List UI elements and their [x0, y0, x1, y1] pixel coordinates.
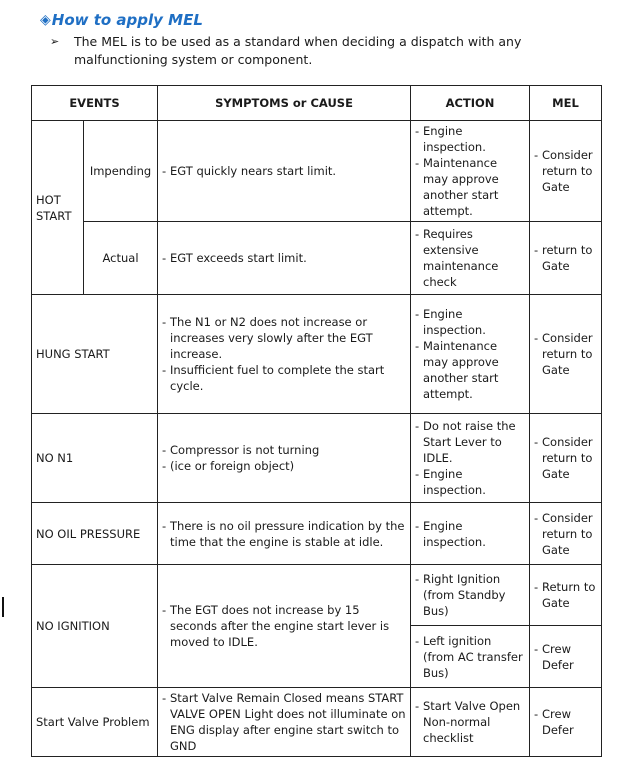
list-item: - Requires extensive maintenance check	[415, 226, 525, 290]
mel-cell	[530, 688, 602, 757]
list-item: - Start Valve Remain Closed means START VALVE OPEN Light does not illuminate on ENG display after engine start switch to GND	[162, 690, 406, 754]
section-heading	[40, 11, 203, 29]
header-events: EVENTS	[32, 86, 158, 121]
action-cell	[411, 688, 530, 757]
action-cell	[411, 626, 530, 688]
header-action: ACTION	[411, 86, 530, 121]
list-item: - The N1 or N2 does not increase or increases very slowly after the EGT increase.	[162, 314, 406, 362]
mel-cell	[530, 503, 602, 565]
list-item: - Engine inspection.	[415, 306, 525, 338]
diamond-icon: ◈	[40, 12, 51, 28]
mel-cell	[530, 295, 602, 414]
action-cell	[411, 503, 530, 565]
list-item: - Insufficient fuel to complete the start cycle.	[162, 362, 406, 394]
list-item: - Consider return to Gate	[534, 330, 597, 378]
mel-table	[31, 85, 602, 757]
event-no-n1: NO N1	[32, 414, 158, 503]
action-cell	[411, 414, 530, 503]
event-no-ignition: NO IGNITION	[32, 565, 158, 688]
arrow-bullet-icon: ➢	[50, 35, 60, 48]
list-item: - Compressor is not turning	[162, 442, 406, 458]
list-item: - Start Valve Open Non-normal checklist	[415, 698, 525, 746]
list-item: - Crew Defer	[534, 706, 597, 738]
action-cell	[411, 121, 530, 222]
list-item: - Consider return to Gate	[534, 147, 597, 195]
list-item: - There is no oil pressure indication by the time that the engine is stable at idle.	[162, 518, 406, 550]
list-item: - The EGT does not increase by 15 seconds after the engine start lever is moved to IDLE.	[162, 602, 406, 650]
mel-cell	[530, 626, 602, 688]
list-item: - (ice or foreign object)	[162, 458, 406, 474]
header-symptoms: SYMPTOMS or CAUSE	[158, 86, 411, 121]
list-item: - Consider return to Gate	[534, 434, 597, 482]
list-item: - return to Gate	[534, 242, 597, 274]
symptoms-cell	[158, 565, 411, 688]
symptoms-cell	[158, 503, 411, 565]
intro-bullet	[50, 33, 610, 69]
symptoms-cell	[158, 414, 411, 503]
symptoms-cell	[158, 688, 411, 757]
list-item: - Engine inspection.	[415, 518, 525, 550]
heading-text: How to apply MEL	[51, 11, 203, 29]
table-row	[32, 565, 602, 626]
table-row	[32, 503, 602, 565]
list-item: - Maintenance may approve another start attempt.	[415, 338, 525, 402]
mel-cell	[530, 565, 602, 626]
event-no-oil-pressure: NO OIL PRESSURE	[32, 503, 158, 565]
action-cell	[411, 565, 530, 626]
table-row	[32, 295, 602, 414]
table-row	[32, 688, 602, 757]
intro-text: The MEL is to be used as a standard when deciding a dispatch with any malfunctioning system or component.	[74, 34, 522, 67]
event-hot-start: HOT START	[32, 121, 84, 295]
list-item: - EGT exceeds start limit.	[162, 250, 406, 266]
list-item: - Maintenance may approve another start attempt.	[415, 155, 525, 219]
list-item: - Engine inspection.	[415, 466, 525, 498]
event-start-valve-problem: Start Valve Problem	[32, 688, 158, 757]
list-item: - EGT quickly nears start limit.	[162, 163, 406, 179]
symptoms-cell	[158, 295, 411, 414]
mel-cell	[530, 414, 602, 503]
list-item: - Consider return to Gate	[534, 510, 597, 558]
list-item: - Left ignition (from AC transfer Bus)	[415, 633, 525, 681]
mel-cell	[530, 121, 602, 222]
symptoms-cell	[158, 121, 411, 222]
action-cell	[411, 295, 530, 414]
header-mel: MEL	[530, 86, 602, 121]
mel-cell	[530, 222, 602, 295]
event-sub-actual: Actual	[84, 222, 158, 295]
table-row	[32, 121, 602, 222]
event-sub-impending: Impending	[84, 121, 158, 222]
list-item: - Return to Gate	[534, 579, 597, 611]
table-row	[32, 222, 602, 295]
list-item: - Engine inspection.	[415, 123, 525, 155]
action-cell	[411, 222, 530, 295]
list-item: - Crew Defer	[534, 641, 597, 673]
margin-mark	[2, 597, 4, 617]
table-row	[32, 414, 602, 503]
header-row	[32, 86, 602, 121]
list-item: - Do not raise the Start Lever to IDLE.	[415, 418, 525, 466]
list-item: - Right Ignition (from Standby Bus)	[415, 571, 525, 619]
symptoms-cell	[158, 222, 411, 295]
event-hung-start: HUNG START	[32, 295, 158, 414]
